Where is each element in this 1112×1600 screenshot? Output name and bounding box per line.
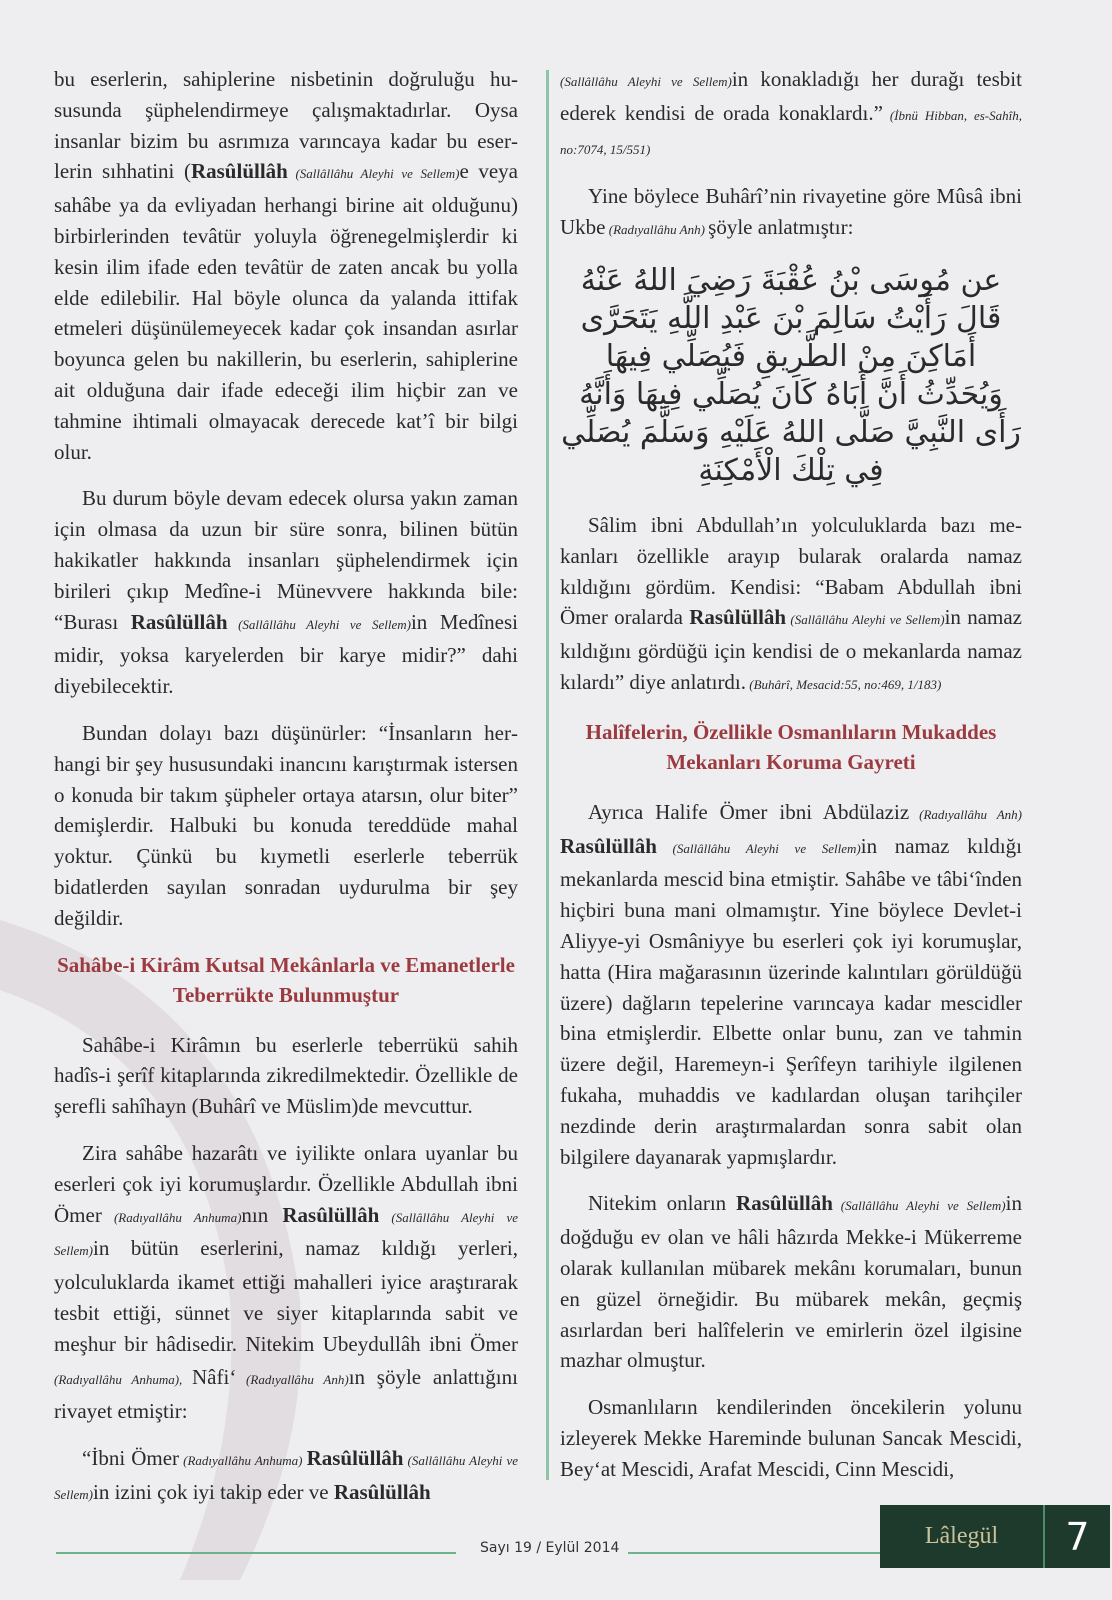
text-run: in konakladığı her durağı tesbit ederek kendisi de orada konaklardı.” (560, 67, 1022, 125)
paragraph (560, 510, 1022, 701)
honorific-note: (Sallâllâhu Aleyhi ve Sellem) (227, 616, 411, 632)
text-run: in izini çok iyi takip eder ve (92, 1479, 334, 1504)
text-run: in namaz kıldığını gördüğü için kendisi de o mekanlarda namaz kılardı” diye anlatırdı. (560, 605, 1022, 694)
bold-name: Rasûlüllâh (333, 1479, 431, 1504)
column-divider (546, 70, 549, 1480)
paragraph (560, 797, 1022, 1173)
honorific-note: (İbnü Hibban, es-Sahîh, no:7074, 15/551) (560, 107, 1022, 157)
bold-name: Rasûlüllâh (190, 159, 288, 184)
paragraph (54, 1030, 518, 1122)
bold-name: Rasûlüllâh (689, 605, 787, 630)
issue-label: Sayı 19 / Eylül 2014 (480, 1540, 620, 1556)
bold-name: Rasûlüllâh (736, 1191, 833, 1216)
text-run: Halîfelerin, Özellikle Osmanlıların Mukaddes Mekanları Koruma Gayreti (585, 719, 997, 774)
text-run: e veya sahâbe ya da evliyadan herhangi birine ait olduğunu) birbirlerinden tevâtür yoluyla öğrenegelmişlerdir ki kesin ilim ifade eden tevâtür de zaten ancak bu yolla elde edilebilir. Hal böyle olunca da yalanda ittifak etmeleri düşünülemeyecek kadar çok insandan asırlar boyunca gelen bu nakillerin, bu eserlerin, sahiplerine ait olduğuna dair ifade edeceği ilim hiçbir zan ve tahmine ihtimali olmayacak derecede kat’î bir bilgi olur. (54, 159, 518, 464)
bold-name: Rasûlüllâh (130, 609, 228, 634)
text-run: Sahâbe-i Kirâm Kutsal Mekânlarla ve Emanetlerle Teberrükte Bulunmuştur (57, 952, 515, 1007)
text-run: Osmanlıların kendilerinden öncekilerin yolunu izleyerek Mekke Hareminde bulunan Sancak Mescidi, Bey‘at Mescidi, Arafat Mescidi, Cinn Mescidi, (560, 1395, 1022, 1481)
arabic-hadith (560, 262, 1022, 490)
section-heading (560, 717, 1022, 777)
text-run: Bu durum böyle devam edecek olursa yakın zaman için olmasa da uzun bir süre sonra, bilinen bütün hakikatler hakkında insanları şüphelendirmek için birileri çıkıp Medîne-i Münevvere hakkında bile: “Burası (54, 486, 518, 634)
honorific-note: (Sallâllâhu Aleyhi ve Sellem) (656, 840, 861, 856)
honorific-note: (Sallâllâhu Aleyhi ve Sellem) (54, 1453, 518, 1502)
text-run: Yine böylece Buhârî’nin rivayetine göre Mûsâ ibni Ukbe (560, 184, 1022, 240)
magazine-brand-box (880, 1505, 1110, 1568)
text-run: Bundan dolayı bazı düşünürler: “İnsanların herhangi bir şey hususundaki inancını karıştırmak istersen o konuda bir takım şüpheler ortaya atarsın, olur biter” demişlerdir. Halbuki bu konuda tereddüde mahal yoktur. Çünkü bu kıymetli eserlerle teberrük bidatlerden sayılan sonradan uydurulma bir şey değildir. (54, 720, 518, 930)
text-run: in Medînesi midir, yoksa karyelerden bir karye midir?” dahi diyebilecektir. (54, 609, 518, 699)
text-run: عن مُوسَى بْنُ عُقْبَةَ رَضِيَ اللهُ عَنْهُ قَالَ رَأَيْتُ سَالِمَ بْنَ عَبْدِ اللَّهِ يَتَحَرَّى أَمَاكِنَ مِنْ الطَّرِيقِ فَيُصَلِّي فِيهَا وَيُحَدِّثُ أَنَّ أَبَاهُ كَانَ يُصَلِّي فِيهَا وَأَنَّهُ رَأَى النَّبِيَّ صَلَّى اللهُ عَلَيْهِ وَسَلَّمَ يُصَلِّي فِي تِلْكَ الْأَمْكِنَةِ (561, 262, 1021, 488)
page-number: 7 (1065, 1514, 1090, 1559)
honorific-note: (Sallâllâhu Aleyhi ve Sellem) (287, 166, 460, 182)
text-run: Zira sahâbe hazarâtı ve iyilikte onlara uyanlar bu eserleri çok iyi korumuşlardır. Özellikle Abdullah ibni Ömer (54, 1140, 518, 1227)
honorific-note: (Sallâllâhu Aleyhi ve Sellem) (54, 1209, 518, 1259)
text-run: Sâlim ibni Abdullah’ın yolculuklarda bazı mekanları özellikle arayıp bularak oralarda namaz kıldığını gördüm. Kendisi: “Babam Abdullah ibni Ömer oralarda (560, 512, 1022, 630)
text-run: in namaz kıldığı mekanlarda mescid bina etmiştir. Sahâbe ve tâbi‘înden hiçbiri buna mani olmamıştır. Yine böylece Devlet-i Aliyye-yi Osmâniyye bu eserleri çok iyi korumuşlar, hatta (Hira mağarasının üzerinde kalıntıları görüldüğü üzere) dağların tepelerine varıncaya kadar mescidler bina etmişlerdir. Elbette onlar bunu, zan ve tahmin üzere değil, Haremeyn-i Şerîfeyn tarihiyle ilgilenen fukaha, muhaddis ve kadılardan oluşan tarihçiler nezdinde derin araştırmalardan sonra sabit olan bilgilere dayanarak yapmışlardır. (560, 833, 1022, 1169)
paragraph (560, 181, 1022, 246)
honorific-note: (Radıyallâhu Anh) (909, 806, 1022, 822)
honorific-note: (Radıyallâhu Anhuma) (101, 1209, 242, 1225)
paragraph (560, 1188, 1022, 1376)
paragraph (54, 1138, 518, 1427)
footer-rule-right (628, 1552, 880, 1554)
text-run: in doğduğu ev olan ve hâli hâzırda Mekke-i Mükerreme olarak kullanılan mübarek mekânı korumaları, bunun en güzel örneğidir. Bu mübarek mekân, geçmiş asırlardan beri halîfelerin ve emirlerin özel ilgisine mazhar olmuştur. (560, 1191, 1022, 1373)
paragraph (54, 718, 518, 934)
text-run: Nitekim onların (588, 1191, 737, 1216)
footer-rule-left (56, 1552, 456, 1554)
paragraph (54, 483, 518, 702)
text-run: bu eserlerin, sahiplerine nisbetinin doğruluğu hususunda şüphelendirmeye çalışmaktadırlar. Oysa insanlar bizim bu asrımıza varıncaya kadar bu eserlerin sıhhatini ( (54, 67, 518, 184)
section-heading (54, 950, 518, 1010)
bold-name: Rasûlüllâh (282, 1202, 380, 1227)
right-column (560, 64, 1022, 1501)
bold-name: Rasûlüllâh (560, 833, 657, 858)
paragraph (54, 1443, 518, 1511)
text-run: Sahâbe-i Kirâmın bu eserlerle teberrükü sahih hadîs-i şerîf kitaplarında zikredilmektedir. Özellikle de şerefli sahîhayn (Buhârî ve Müslim)de mevcuttur. (54, 1032, 518, 1119)
text-run: Ayrıca Halife Ömer ibni Abdülaziz (588, 799, 910, 824)
magazine-logo: Lâlegül (924, 1523, 999, 1549)
paragraph (560, 1392, 1022, 1484)
left-column (54, 64, 518, 1527)
honorific-note: (Sallâllâhu Aleyhi ve Sellem) (560, 74, 732, 89)
text-run: “İbni Ömer (82, 1446, 180, 1471)
honorific-note: (Radıyallâhu Anhuma), (54, 1372, 193, 1388)
honorific-note: (Sallâllâhu Aleyhi ve Sellem) (786, 612, 945, 628)
text-run: Nâfi‘ (192, 1365, 237, 1390)
text-run: nın (241, 1202, 283, 1227)
text-run: in bütün eserlerini, namaz kıldığı yerleri, yolculuklarda ikamet ettiği mahalleri iyice araştırarak tesbit ettiği, sünnet ve siyer kitaplarında sabit ve meşhur bir hâdisedir. Nitekim Ubeydullâh ibni Ömer (54, 1236, 518, 1356)
honorific-note: (Radıyallâhu Anh) (605, 222, 709, 238)
text-run: şöyle anlatmıştır: (708, 215, 854, 240)
honorific-note: (Radıyallâhu Anh) (236, 1372, 349, 1388)
paragraph (560, 64, 1022, 165)
honorific-note: (Sallâllâhu Aleyhi ve Sellem) (832, 1198, 1006, 1214)
honorific-note: (Buhârî, Mesacid:55, no:469, 1/183) (746, 676, 942, 692)
bold-name: Rasûlüllâh (306, 1446, 404, 1471)
honorific-note: (Radıyallâhu Anhuma) (179, 1453, 307, 1469)
text-run: ın şöyle anlattığını rivayet etmiştir: (54, 1365, 518, 1424)
paragraph (54, 64, 518, 467)
